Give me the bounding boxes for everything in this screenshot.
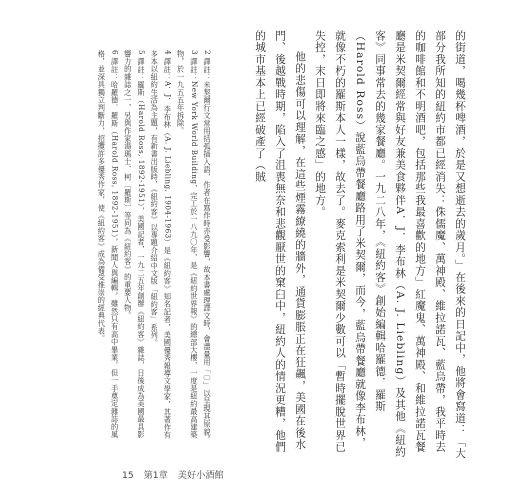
footnote: 6 譯註：哈羅德．羅斯（Harold Ross, 1892-1951），新聞人與編輯，雖然只有高中畢業，但一手奠定雜誌的風格，並深具獨立判斷力，招攬許多優秀作家，使《紐約客》成為備受推崇的經典代表。	[97, 50, 120, 439]
footnote: 2 譯註：米契爾行文常用括弧插入語，作者在寫作時亦受影響，故本書處理譯文時，會盡量用「〔〕」以呈現其原貌。	[203, 50, 212, 444]
page-footer	[122, 467, 231, 481]
footnotes-block	[96, 50, 214, 445]
footnote: 4 譯註：A．J．李布林（A. J. Liebling, 1904-1963）是《紐約客》知名記者，美國優秀報導文學家，其著作有多本以紐約生活為主題，有新書出版時，《紐約客》以專題介紹中文版「紐約客」系列。	[150, 50, 173, 439]
page-number: 15	[122, 470, 134, 481]
main-paragraph: 他的悲傷可以理解，在這些煙霧繚繞的牆外，通貨膨脹正在狂飆，美國在後水門、後越戰時期，陷入了沮喪無奈和悲觀厭世的窠臼中，紐約人的情況更糟，他們的城市基本上已經破產了（賊	[254, 30, 306, 453]
chapter-label: 第1章	[143, 470, 168, 481]
main-paragraph: 的街道，喝幾杯啤酒，於是又想逝去的歲月。」在後來的日記中，他將會寫道：「大部分我所知的紐約市都已經消失：侏儒魔、萬神殿、維拉諾瓦、藍烏帶，我平時去的咖啡館和不明酒吧，包括那些我最喜歡的地方」紅魔鬼、萬神殿、和維拉諾瓦餐廳是米契爾經常與好友兼美食夥伴A．J．李布林（A. J. Liebling）及其他《紐約客》同事常去的幾家餐廳。一九二八年，《紐約客》創始編輯哈羅德．羅斯（Harold Ross）說藍烏帶餐廳路用了米契爾，而今，藍烏帶餐廳就像李布林，就像不朽的羅斯本人一樣，故去了。麥克索利是米契爾少數可以「暫時擺脫世界已失控，末日即將來臨之感」的地方。	[314, 30, 466, 460]
main-text-body	[230, 30, 470, 460]
footnote: 5 譯註：羅斯（Harold Ross, 1892-1951），美國記者，一九二五年創辦《紐約客》雜誌，日後成為美國最具影響力的雜誌之一，另與作家湯瑪士．柯〔羅斯〕等同為《紐約客》的重要人物。	[123, 50, 146, 439]
footnote: 3 譯註：New York World Building，完工於一八九〇年，是《紐約世界報》的總部大樓，一度是紐約最高建築物，於一九五五年拆除。	[176, 50, 199, 439]
chapter-title: 美好小酒館	[177, 470, 224, 481]
